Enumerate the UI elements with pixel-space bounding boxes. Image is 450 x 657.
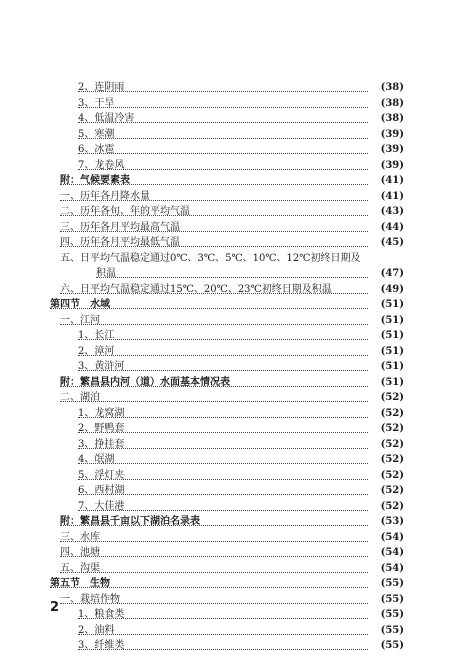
toc-entry-label: 一、栽培作物 — [60, 593, 120, 605]
toc-entry-label: 附：繁昌县内河（道）水面基本情况表 — [60, 376, 230, 388]
toc-entry-leader — [78, 495, 398, 511]
toc-entry-leader — [78, 634, 398, 650]
toc-entry-leader — [78, 324, 398, 340]
toc-entry-label: 二、湖泊 — [60, 392, 100, 403]
toc-entry-page: (51) — [368, 359, 404, 374]
toc-entry-page: (39) — [368, 142, 404, 157]
toc-entry-label: 六、日平均气温稳定通过15℃、20℃、23℃初终日期及积温 — [60, 283, 332, 295]
toc-entry-page: (51) — [368, 313, 404, 328]
toc-entry-label: 二、历年各旬、年的平均气温 — [60, 206, 190, 217]
toc-entry-leader — [60, 386, 398, 402]
toc-entry-label: 附：气候要素表 — [60, 175, 130, 186]
toc-entry-leader — [50, 293, 398, 309]
toc-entry-page: (49) — [368, 282, 404, 297]
toc-entry-label: 3、黄浒河 — [78, 361, 125, 372]
toc-entry-leader — [60, 169, 398, 185]
toc-entry-leader — [60, 510, 398, 526]
toc-entry-leader — [60, 588, 398, 604]
toc-entry-page: (55) — [368, 592, 404, 607]
toc-entry-label: 四、历年各月平均最低气温 — [60, 237, 180, 248]
toc-entry-label: 附：繁昌县千亩以下湖泊名录表 — [60, 516, 200, 527]
toc-entry — [0, 638, 450, 653]
toc-entry-leader — [78, 479, 398, 495]
toc-entry-leader — [78, 107, 398, 123]
toc-entry-label: 1、龙窝湖 — [78, 407, 125, 419]
toc-entry-page: (51) — [368, 344, 404, 359]
toc-entry-leader — [78, 402, 398, 418]
toc-entry-label: 五、日平均气温稳定通过0℃、3℃、5℃、10℃、12℃初终日期及 — [60, 252, 361, 264]
toc-entry-label: 三、水库 — [60, 531, 100, 543]
toc-entry-page: (43) — [368, 204, 404, 219]
toc-entry-leader — [78, 417, 398, 433]
toc-entry-page: (41) — [368, 189, 404, 204]
toc-entry-label: 1、粮食类 — [78, 609, 125, 620]
toc-entry-page: (39) — [368, 127, 404, 142]
toc-entry-leader — [50, 572, 398, 588]
toc-entry-label: 积温 — [96, 268, 116, 279]
toc-entry-leader — [60, 185, 398, 201]
toc-entry-page: (38) — [368, 80, 404, 95]
toc-entry-label: 6、冰雹 — [78, 144, 115, 155]
toc-entry-label: 第五节 生物 — [50, 578, 110, 589]
toc-entry-label: 6、西村湖 — [78, 485, 125, 496]
toc-entry-leader — [78, 355, 398, 371]
toc-entry-page: (52) — [368, 390, 404, 405]
toc-entry-leader — [78, 154, 398, 170]
toc-entry-label: 一、历年各月降水量 — [60, 190, 150, 202]
toc-entry-page: (39) — [368, 158, 404, 173]
toc-entry-leader — [78, 92, 398, 108]
toc-entry-label: 2、油料 — [78, 624, 115, 636]
toc-entry-label: 2、漳河 — [78, 345, 115, 357]
toc-entry-page: (52) — [368, 468, 404, 483]
toc-entry-leader — [78, 123, 398, 139]
toc-entry-label: 5、浮灯夹 — [78, 469, 125, 481]
toc-entry-label: 1、长江 — [78, 330, 115, 341]
toc-entry-leader — [60, 371, 398, 387]
toc-entry-page: (47) — [368, 266, 404, 281]
toc-entry-page: (55) — [368, 638, 404, 653]
toc-entry-page: (51) — [368, 375, 404, 390]
toc-entry-label: 3、干旱 — [78, 97, 115, 109]
toc-entry-leader — [78, 76, 398, 92]
toc-entry-leader — [96, 262, 398, 278]
toc-entry-page: (52) — [368, 421, 404, 436]
page-number: 2 — [50, 600, 60, 615]
toc-entry-page: (38) — [368, 96, 404, 111]
toc-entry-page: (52) — [368, 483, 404, 498]
toc-entry-page: (38) — [368, 111, 404, 126]
toc-entry-leader — [60, 278, 398, 294]
toc-entry-page: (52) — [368, 499, 404, 514]
toc-entry-leader — [60, 200, 398, 216]
toc-entry-label: 4、氓湖 — [78, 454, 115, 465]
toc-entry-leader — [78, 433, 398, 449]
toc-entry-label: 5、寒潮 — [78, 128, 115, 140]
toc-entry-page: (44) — [368, 220, 404, 235]
toc-entry-label: 7、龙卷风 — [78, 159, 125, 171]
toc-entry-label: 3、挣挂套 — [78, 438, 125, 450]
toc-entry-leader — [60, 557, 398, 573]
toc-entry-page: (45) — [368, 235, 404, 250]
toc-entry-leader — [78, 448, 398, 464]
toc-entry-page: (52) — [368, 452, 404, 467]
toc-entry-leader — [78, 464, 398, 480]
toc-entry-leader — [78, 619, 398, 635]
toc-entry-leader — [60, 216, 398, 232]
toc-entry-leader — [60, 231, 398, 247]
toc-entry-page: (41) — [368, 173, 404, 188]
toc-entry-page: (53) — [368, 514, 404, 529]
toc-entry-label: 第四节 水域 — [50, 299, 110, 310]
toc-entry-page: (51) — [368, 328, 404, 343]
toc-entry-label: 一、江河 — [60, 314, 100, 326]
toc-entry-page: (55) — [368, 623, 404, 638]
toc-entry-page: (51) — [368, 297, 404, 312]
toc-entry-leader — [78, 340, 398, 356]
toc-entry-page: (55) — [368, 576, 404, 591]
toc-entry-label: 7、大佳港 — [78, 500, 125, 512]
toc-entry-label: 四、池塘 — [60, 547, 100, 558]
toc-entry-label: 3、纤维类 — [78, 640, 125, 651]
toc-entry-page: (52) — [368, 437, 404, 452]
toc-entry-page: (52) — [368, 406, 404, 421]
toc-entry-label: 2、野鸭套 — [78, 423, 125, 434]
toc-entry-leader — [60, 541, 398, 557]
toc-entry-leader — [78, 138, 398, 154]
toc-entry-leader — [60, 526, 398, 542]
toc-entry-page: (54) — [368, 561, 404, 576]
toc-entry-page: (54) — [368, 530, 404, 545]
toc-entry-page: (55) — [368, 607, 404, 622]
toc-entry-label: 4、低温冷害 — [78, 113, 135, 124]
toc-entry-label: 三、历年各月平均最高气温 — [60, 221, 180, 233]
toc-entry-leader — [78, 603, 398, 619]
toc-entry-page: (54) — [368, 545, 404, 560]
toc-entry-leader — [60, 309, 398, 325]
toc-entry-label: 2、连阴雨 — [78, 82, 125, 93]
toc-entry-label: 五、沟渠 — [60, 562, 100, 574]
toc-entry — [0, 235, 450, 250]
